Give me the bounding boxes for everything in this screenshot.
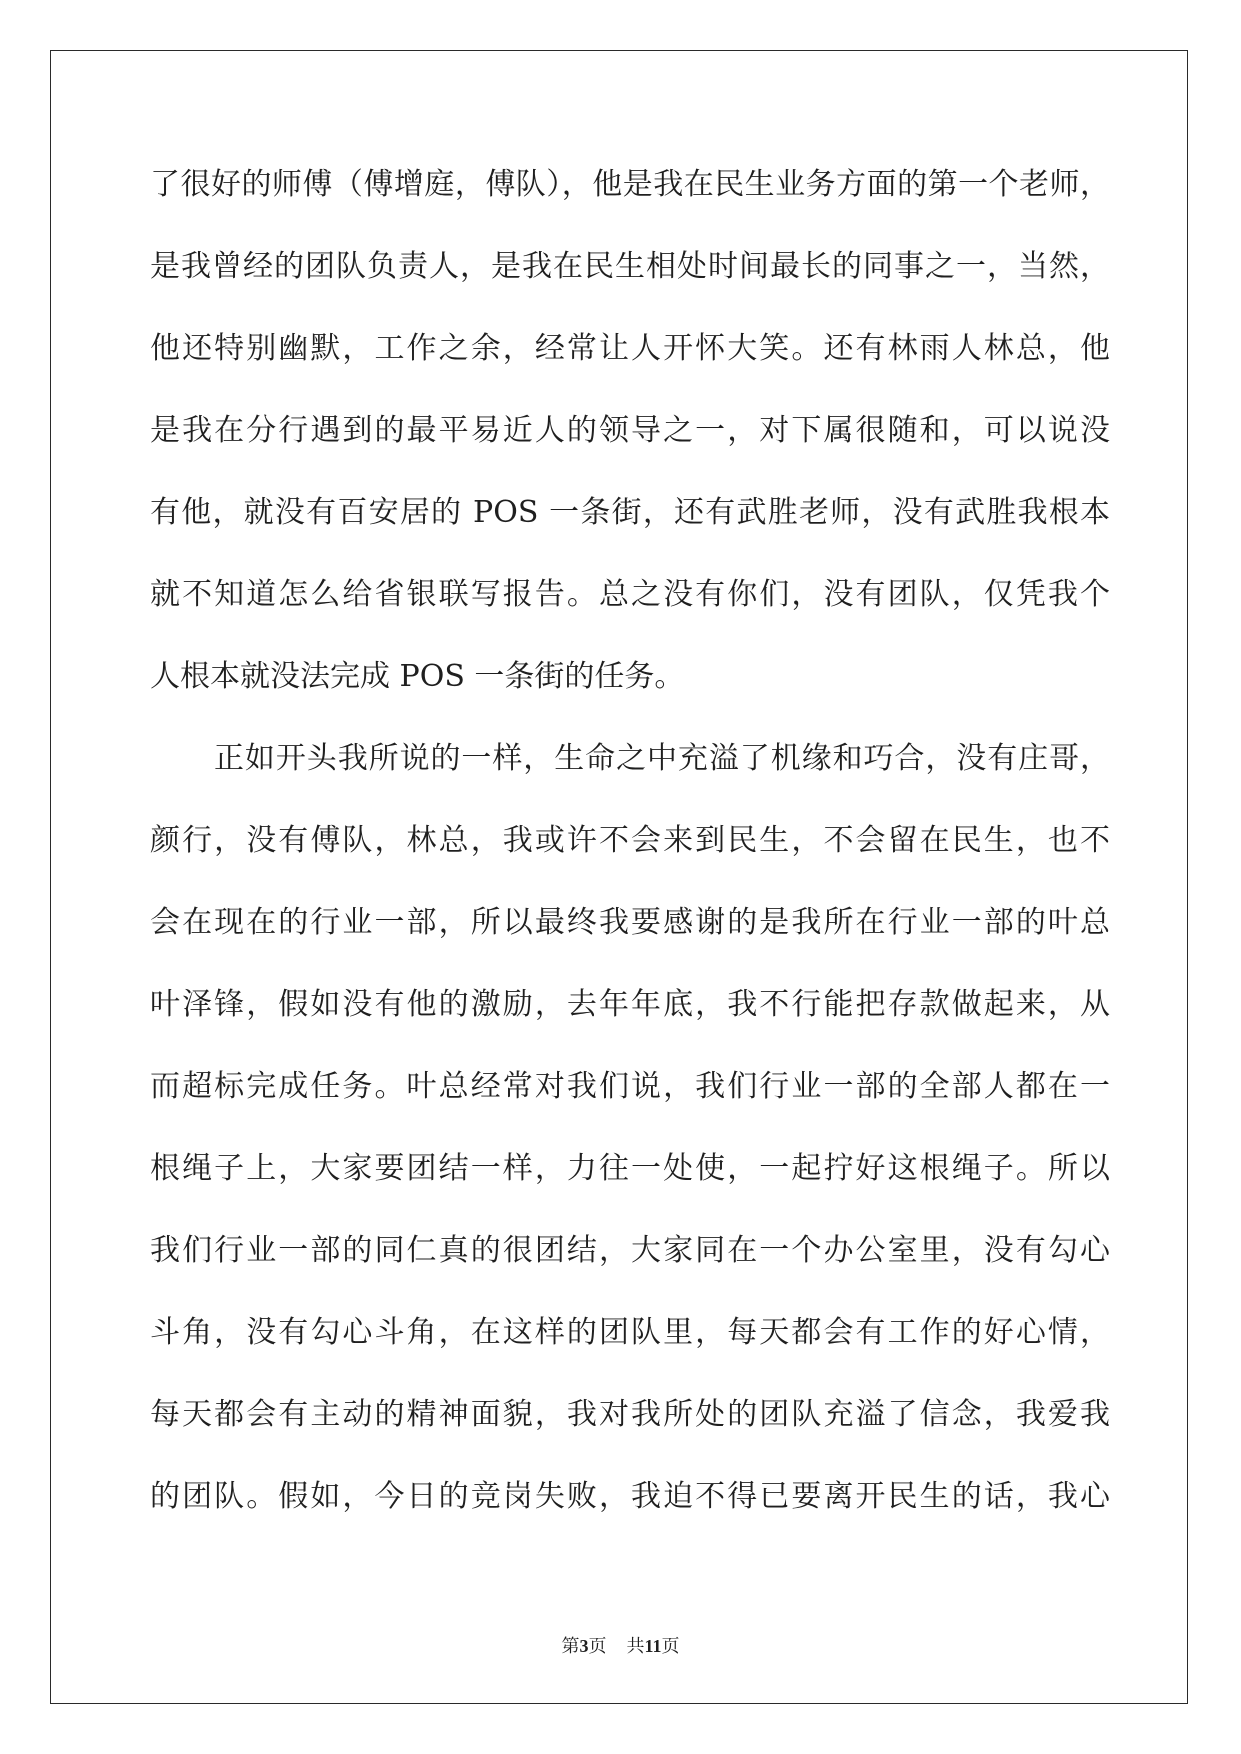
text-line-5: 有他，就没有百安居的 POS 一条街，还有武胜老师，没有武胜我根本	[150, 495, 1110, 530]
text-line-11: 叶泽锋，假如没有他的激励，去年年底，我不行能把存款做起来，从	[150, 987, 1110, 1022]
page-total: 11	[644, 1636, 662, 1656]
total-prefix: 共	[626, 1636, 645, 1656]
text-line-14: 我们行业一部的同仁真的很团结，大家同在一个办公室里，没有勾心	[150, 1233, 1110, 1268]
page-footer	[0, 1632, 1241, 1658]
text-line-15: 斗角，没有勾心斗角，在这样的团队里，每天都会有工作的好心情，	[150, 1315, 1110, 1350]
text-line-6: 就不知道怎么给省银联写报告。总之没有你们，没有团队，仅凭我个	[150, 577, 1110, 612]
text-line-12: 而超标完成任务。叶总经常对我们说，我们行业一部的全部人都在一	[150, 1069, 1110, 1104]
page-prefix: 第	[561, 1636, 580, 1656]
page-suffix: 页	[588, 1636, 607, 1656]
text-line-13: 根绳子上，大家要团结一样，力往一处使，一起拧好这根绳子。所以	[150, 1151, 1110, 1186]
text-line-2: 是我曾经的团队负责人，是我在民生相处时间最长的同事之一，当然，	[150, 249, 1110, 284]
text-line-1: 了很好的师傅（傅增庭，傅队），他是我在民生业务方面的第一个老师，	[150, 167, 1110, 202]
total-suffix: 页	[661, 1636, 680, 1656]
page-current: 3	[579, 1636, 589, 1656]
text-line-4: 是我在分行遇到的最平易近人的领导之一，对下属很随和，可以说没	[150, 413, 1110, 448]
text-line-8: 正如开头我所说的一样，生命之中充溢了机缘和巧合，没有庄哥，	[214, 741, 1110, 776]
text-line-17: 的团队。假如，今日的竞岗失败，我迫不得已要离开民生的话，我心	[150, 1479, 1110, 1514]
text-line-16: 每天都会有主动的精神面貌，我对我所处的团队充溢了信念，我爱我	[150, 1397, 1110, 1432]
text-line-9: 颜行，没有傅队，林总，我或许不会来到民生，不会留在民生，也不	[150, 823, 1110, 858]
text-line-3: 他还特别幽默，工作之余，经常让人开怀大笑。还有林雨人林总，他	[150, 331, 1110, 366]
text-line-10: 会在现在的行业一部，所以最终我要感谢的是我所在行业一部的叶总	[150, 905, 1110, 940]
body-text	[150, 165, 1110, 1559]
text-line-7: 人根本就没法完成 POS 一条街的任务。	[150, 659, 685, 694]
